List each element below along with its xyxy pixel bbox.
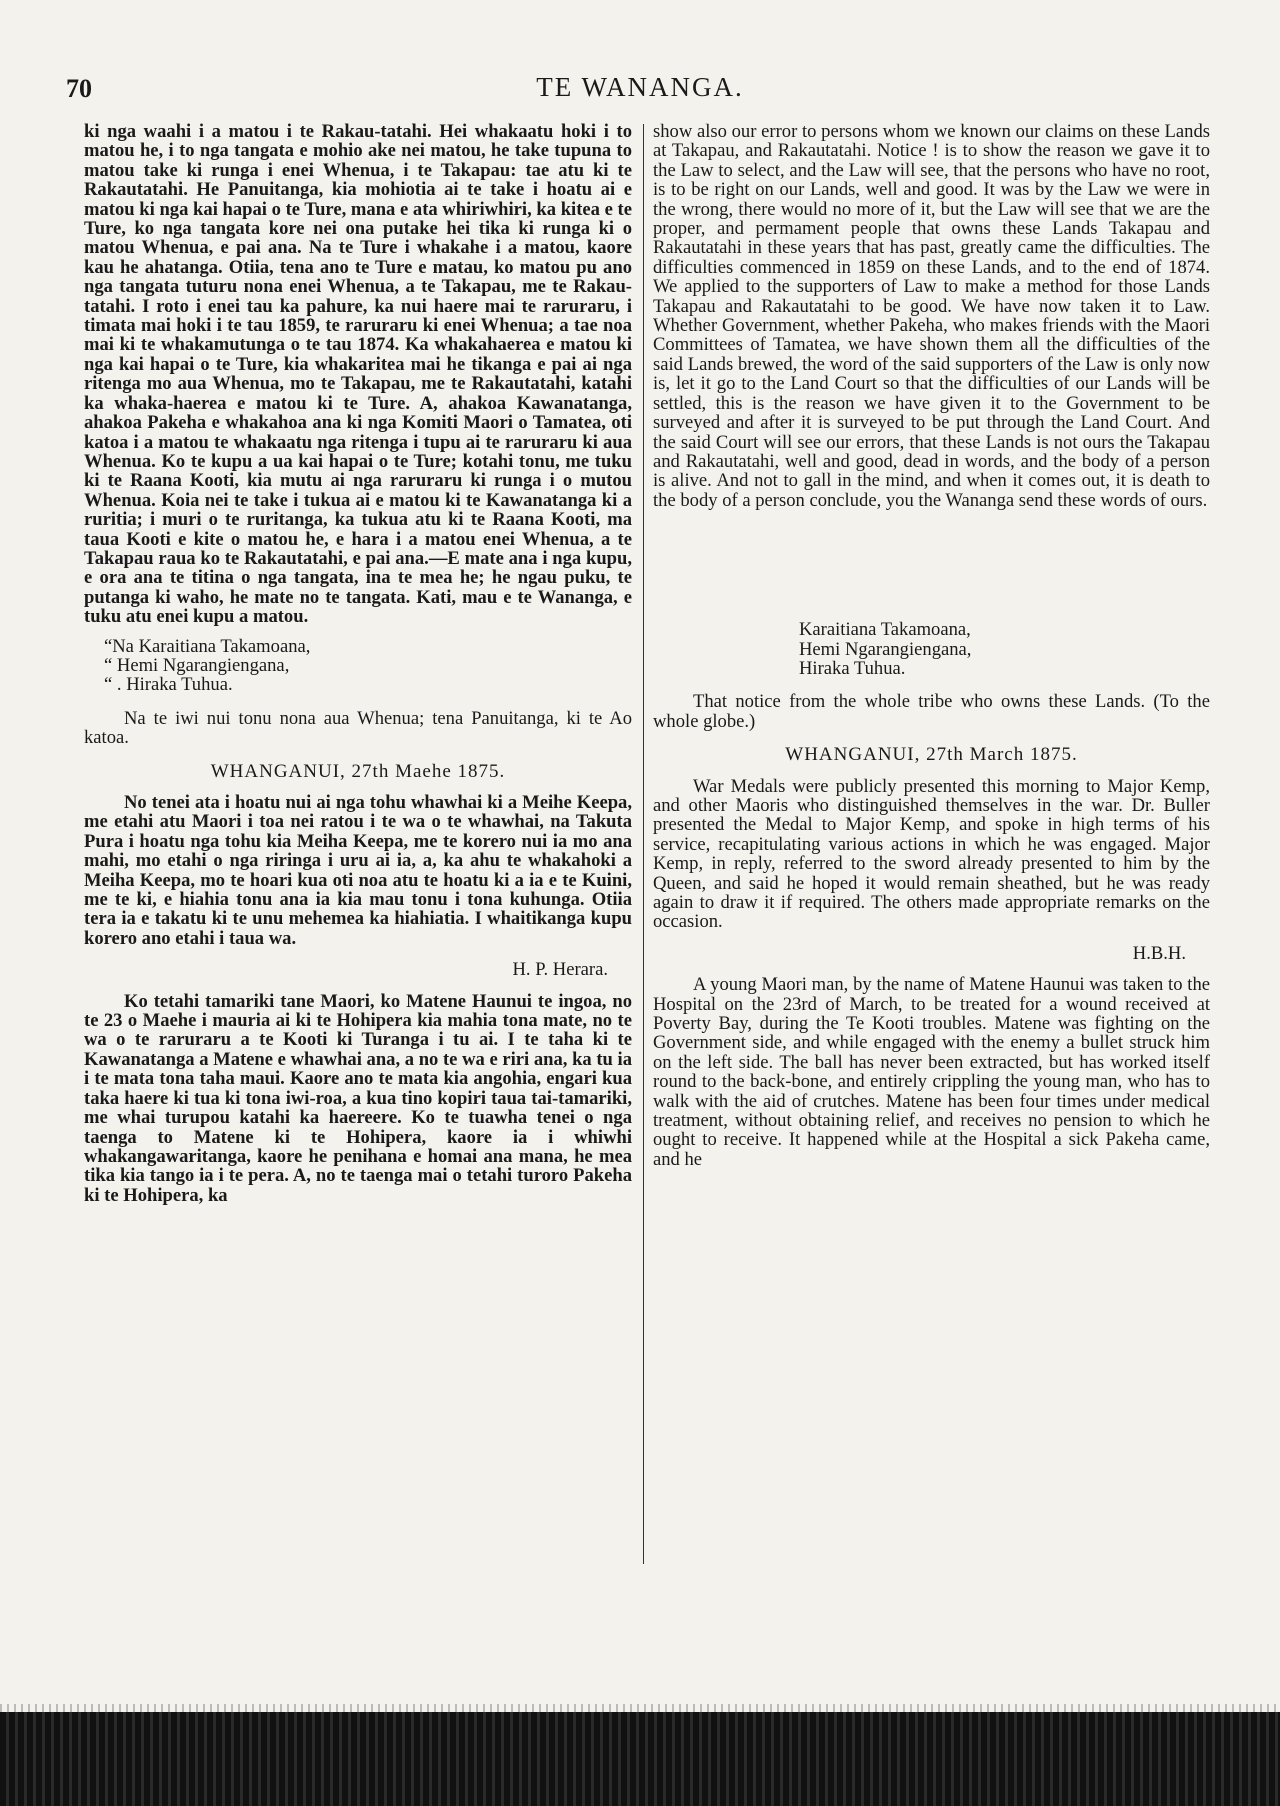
signer-line: “ . Hiraka Tuhua. — [104, 674, 233, 696]
english-signers — [653, 620, 1210, 678]
maori-signers — [84, 637, 632, 695]
page-number: 70 — [66, 74, 92, 103]
column-spacer — [653, 510, 1210, 610]
signer-line: “ Hemi Ngarangiengana, — [104, 654, 290, 676]
maori-paragraph-2: No tenei ata i hoatu nui ai nga tohu whawhai ki a Meihe Keepa, me etahi atu Maori i toa nei ratou i te wa o te whawhai, na Takuta Pura i hoatu nga tohu kia Meiha Keepa, me te korero nui ia mo ana mahi, mo etahi o nga riringa i uru ai ia, a, ka ahu te whakahoki a Meiha Keepa, mo te hoari kua oti noa atu te hoatu ki a ia e te Kuini, me te ki, e hiahia tonu ana ia kia mau tonu i tona kuhunga. Otiia tera ia e takatu ki te unu mehemea ka hiahiatia. I whaitikanga kupu korero ano etahi i taua wa. — [84, 792, 632, 949]
running-head: TE WANANGA. — [536, 72, 744, 102]
english-column — [653, 122, 1210, 1169]
column-divider — [643, 124, 644, 1564]
signer-line: “Na Karaitiana Takamoana, — [104, 635, 311, 657]
signer-line: Karaitiana Takamoana, — [799, 619, 971, 641]
maori-tribe-note: Na te iwi nui tonu nona aua Whenua; tena Panuitanga, ki te Ao katoa. — [84, 707, 632, 749]
english-signature-hbh: H.B.H. — [1132, 942, 1186, 964]
english-paragraph-3: A young Maori man, by the name of Matene Haunui was taken to the Hospital on the 23rd of March, to be treated for a wound received at Poverty Bay, during the Te Kooti troubles. Matene was fighting on the Government side, and while engaged with the enemy a bullet struck him on the left side. The ball has never been extracted, but has worked itself round to the back-bone, and entirely crippling the young man, who has to walk with the aid of crutches. Matene has been four times under medical treatment, without obtaining relief, and receives no pension to which he ought to receive. It happened while at the Hospital a sick Pakeha came, and he — [653, 974, 1210, 1170]
signer-line: Hiraka Tuhua. — [799, 657, 906, 679]
maori-column — [84, 122, 632, 1205]
english-tribe-note: That notice from the whole tribe who owns these Lands. (To the whole globe.) — [653, 691, 1210, 732]
maori-heading-whanganui: WHANGANUI, 27th Maehe 1875. — [210, 760, 506, 782]
maori-paragraph-3: Ko tetahi tamariki tane Maori, ko Matene Haunui te ingoa, no te 23 o Maehe i mauria ai ki te Hohipera kia mahia tona mate, no te wa o te raruraru a te Kooti ki Turanga i tu ai. I te taha ki te Kawanatanga a Matene e whawhai ana, a no te wa e riri ana, ka tu ia i te mata tona taha maui. Kaore ano te mata kia angohia, engari kua taka haere ki tua ki tona iwi-roa, a kua tino kopiri taua tai-tamariki, me whai turupou katahi ka haereere. Ko te tuawha tenei o nga taenga to Matene ki te Hohipera, kaore ia i whiwhi whakangawaritanga, kaore he penihana e homai ana mana, he mea tika kia tango ia i te pera. A, no te taenga mai o tetahi turoro Pakeha ki te Hohipera, ka — [84, 990, 632, 1206]
english-paragraph-2: War Medals were publicly presented this morning to Major Kemp, and other Maoris who distinguished themselves in the war. Dr. Buller presented the Medal to Major Kemp, and spoke in high terms of his service, recapitulating various actions in which he was engaged. Major Kemp, in reply, referred to the sword already presented to him by the Queen, and said he hoped it would remain sheathed, but he was ready again to draw it if required. The others made appropriate remarks on the occasion. — [653, 775, 1210, 933]
scan-edge-band — [0, 1712, 1280, 1806]
english-paragraph-1: show also our error to persons whom we known our claims on these Lands at Takapau, and Rakautatahi. Notice ! is to show the reason we gave it to the Law to select, and the Law will see, that the persons who have no root, is to be right on our Lands, well and good. It was by the Law we were in the wrong, there would no more of it, but the Law will see that we are the proper, and permament people that owns these Lands Takapau and Rakautatahi in these years that has past, greatly came the difficulties. The difficulties commenced in 1859 on these Lands, and to the end of 1874. We applied to the supporters of Law to make a method for those Lands Takapau and Rakautatahi to be good. We have now taken it to Law. Whether Government, whether Pakeha, who makes friends with the Maori Committees of Tamatea, we have shown them all the difficulties of the said Lands brewed, the word of the said supporters of the Law is only now is, let it go to the Land Court so that the difficulties of our Lands will be settled, this is the reason we have given it to the Government to be surveyed and after it is surveyed to be put through the Land Court. And the said Court will see our errors, that these Lands is not ours the Takapau and Rakautatahi, well and good, dead in words, and the body of a person is alive. And not to gall in the mind, and when it comes out, it is death to the body of a person conclude, you the Wananga send these words of ours. — [653, 121, 1210, 511]
signer-line: Hemi Ngarangiengana, — [799, 638, 972, 660]
maori-signature-herara: H. P. Herara. — [512, 959, 608, 981]
maori-paragraph-1: ki nga waahi i a matou i te Rakau-tatahi. Hei whakaatu hoki i to matou he, i to nga tangata e mohio ake nei matou, he take tupuna to matou take ki runga i enei Whenua, i te Takapau: tae atu ki te Rakautatahi. He Panuitanga, kia mohiotia ai te take i hoatu ai e matou ki nga kai hapai o te Ture, mana e ata whiriwhiri, ka kitea e te Ture, ko nga tangata kore nei ona putake hei tika ki runga ki o matou Whenua, e pai ana. Na te Ture i whakahe i a matou, kaore kau he ahatanga. Otiia, tena ano te Ture e matau, ko matou pu ano nga tangata tuturu nona enei Whenua, a te Takapau, me te Rakau-tatahi. I roto i enei tau ka pahure, ka nui haere mai te raruraru, i timata mai hoki i te tau 1859, te raruraru ki enei Whenua; a tae noa mai ki te whakamutunga o te tau 1874. Ka whakahaerea e matou ki nga kai hapai o te Ture, kia whakaritea mai he tikanga e pai ai nga ritenga mo aua Whenua, mo te Takapau, me te Rakautatahi, katahi ka whaka-haerea e matou ki te Ture. A, ahakoa Kawanatanga, ahakoa Pakeha e whakahoa ana ki nga Komiti Maori o Tamatea, oti katoa i a matou te whakaatu nga ritenga i tupu ai te raruraru ki aua Whenua. Ko te kupu a ua kai hapai o te Ture; kotahi tonu, me tuku ki te Raana Kooti, kia mutu ai nga raruraru ki runga i o mutou Whenua. Koia nei te take i tukua ai e matou ki te Kawanatanga ki a ruritia; i muri o te ruritanga, ka tukua atu ki te Raana Kooti, ma taua Kooti e kite o matou he, e hara i a matou enei Whenua, a te Takapau raua ko te Rakautatahi, e pai ana.—E mate ana i nga kupu, e ora ana te titina o nga tangata, ina te mea he; he ngau puku, te putanga ki waho, he mate no te tangata. Kati, mau e te Wananga, e tuku atu enei kupu a matou. — [84, 121, 632, 628]
english-heading-whanganui: WHANGANUI, 27th March 1875. — [785, 744, 1078, 766]
